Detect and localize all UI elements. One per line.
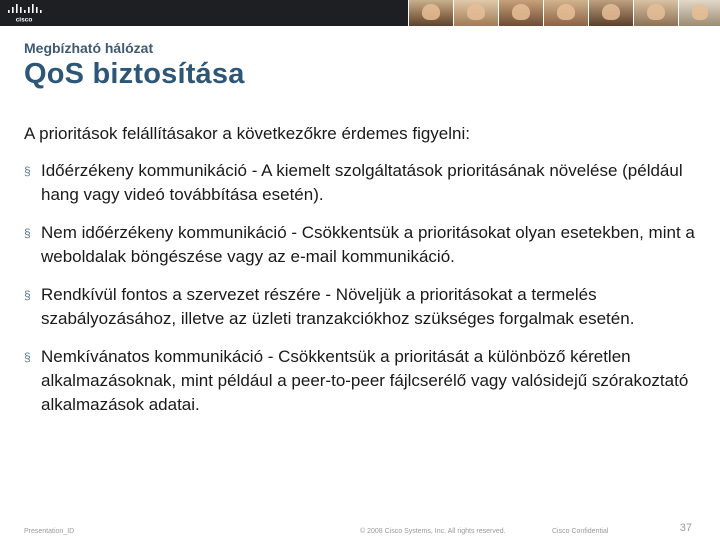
banner-photo	[633, 0, 678, 26]
bullet-list	[24, 159, 704, 431]
page-number: 37	[679, 522, 692, 534]
page-title: QoS biztosítása	[24, 58, 245, 90]
bullet-marker-icon: §	[24, 288, 31, 302]
cisco-logo	[6, 3, 42, 23]
bullet-text: Nem időérzékeny kommunikáció - Csökkentsük a prioritásokat olyan esetekben, mint a weboldalak böngészése vagy az e-mail kommunikáció.	[41, 223, 695, 266]
banner-photo	[453, 0, 498, 26]
footer-presentation-id: Presentation_ID	[24, 528, 75, 535]
bullet-text: Időérzékeny kommunikáció - A kiemelt szolgáltatások prioritásának növelése (például hang vagy videó továbbítása esetén).	[41, 161, 683, 204]
list-item	[24, 221, 704, 269]
bullet-marker-icon: §	[24, 226, 31, 240]
list-item	[24, 159, 704, 207]
bullet-text: Rendkívül fontos a szervezet részére - Növeljük a prioritásokat a termelés szabályozásához, illetve az üzleti tranzakciókhoz szükséges forgalmak esetén.	[41, 285, 635, 328]
bullet-text: Nemkívánatos kommunikáció - Csökkentsük a prioritását a különböző kéretlen alkalmazásoknak, mint például a peer-to-peer fájlcserélő vagy valósidejű szórakoztató alkalmazások adatai.	[41, 347, 689, 414]
footer-confidential: Cisco Confidential	[552, 528, 609, 535]
bullet-marker-icon: §	[24, 350, 31, 364]
list-item	[24, 345, 704, 417]
banner-photo	[588, 0, 633, 26]
logo-text: cisco	[15, 16, 33, 23]
intro-text: A prioritások felállításakor a következőkre érdemes figyelni:	[24, 124, 470, 143]
banner-photo	[678, 0, 720, 26]
bullet-marker-icon: §	[24, 164, 31, 178]
banner-photo	[408, 0, 453, 26]
list-item	[24, 283, 704, 331]
footer-copyright: © 2008 Cisco Systems, Inc. All rights reserved.	[360, 528, 506, 535]
banner-photo	[498, 0, 543, 26]
top-banner	[0, 0, 720, 26]
banner-photo	[543, 0, 588, 26]
section-title: Megbízható hálózat	[24, 40, 154, 56]
